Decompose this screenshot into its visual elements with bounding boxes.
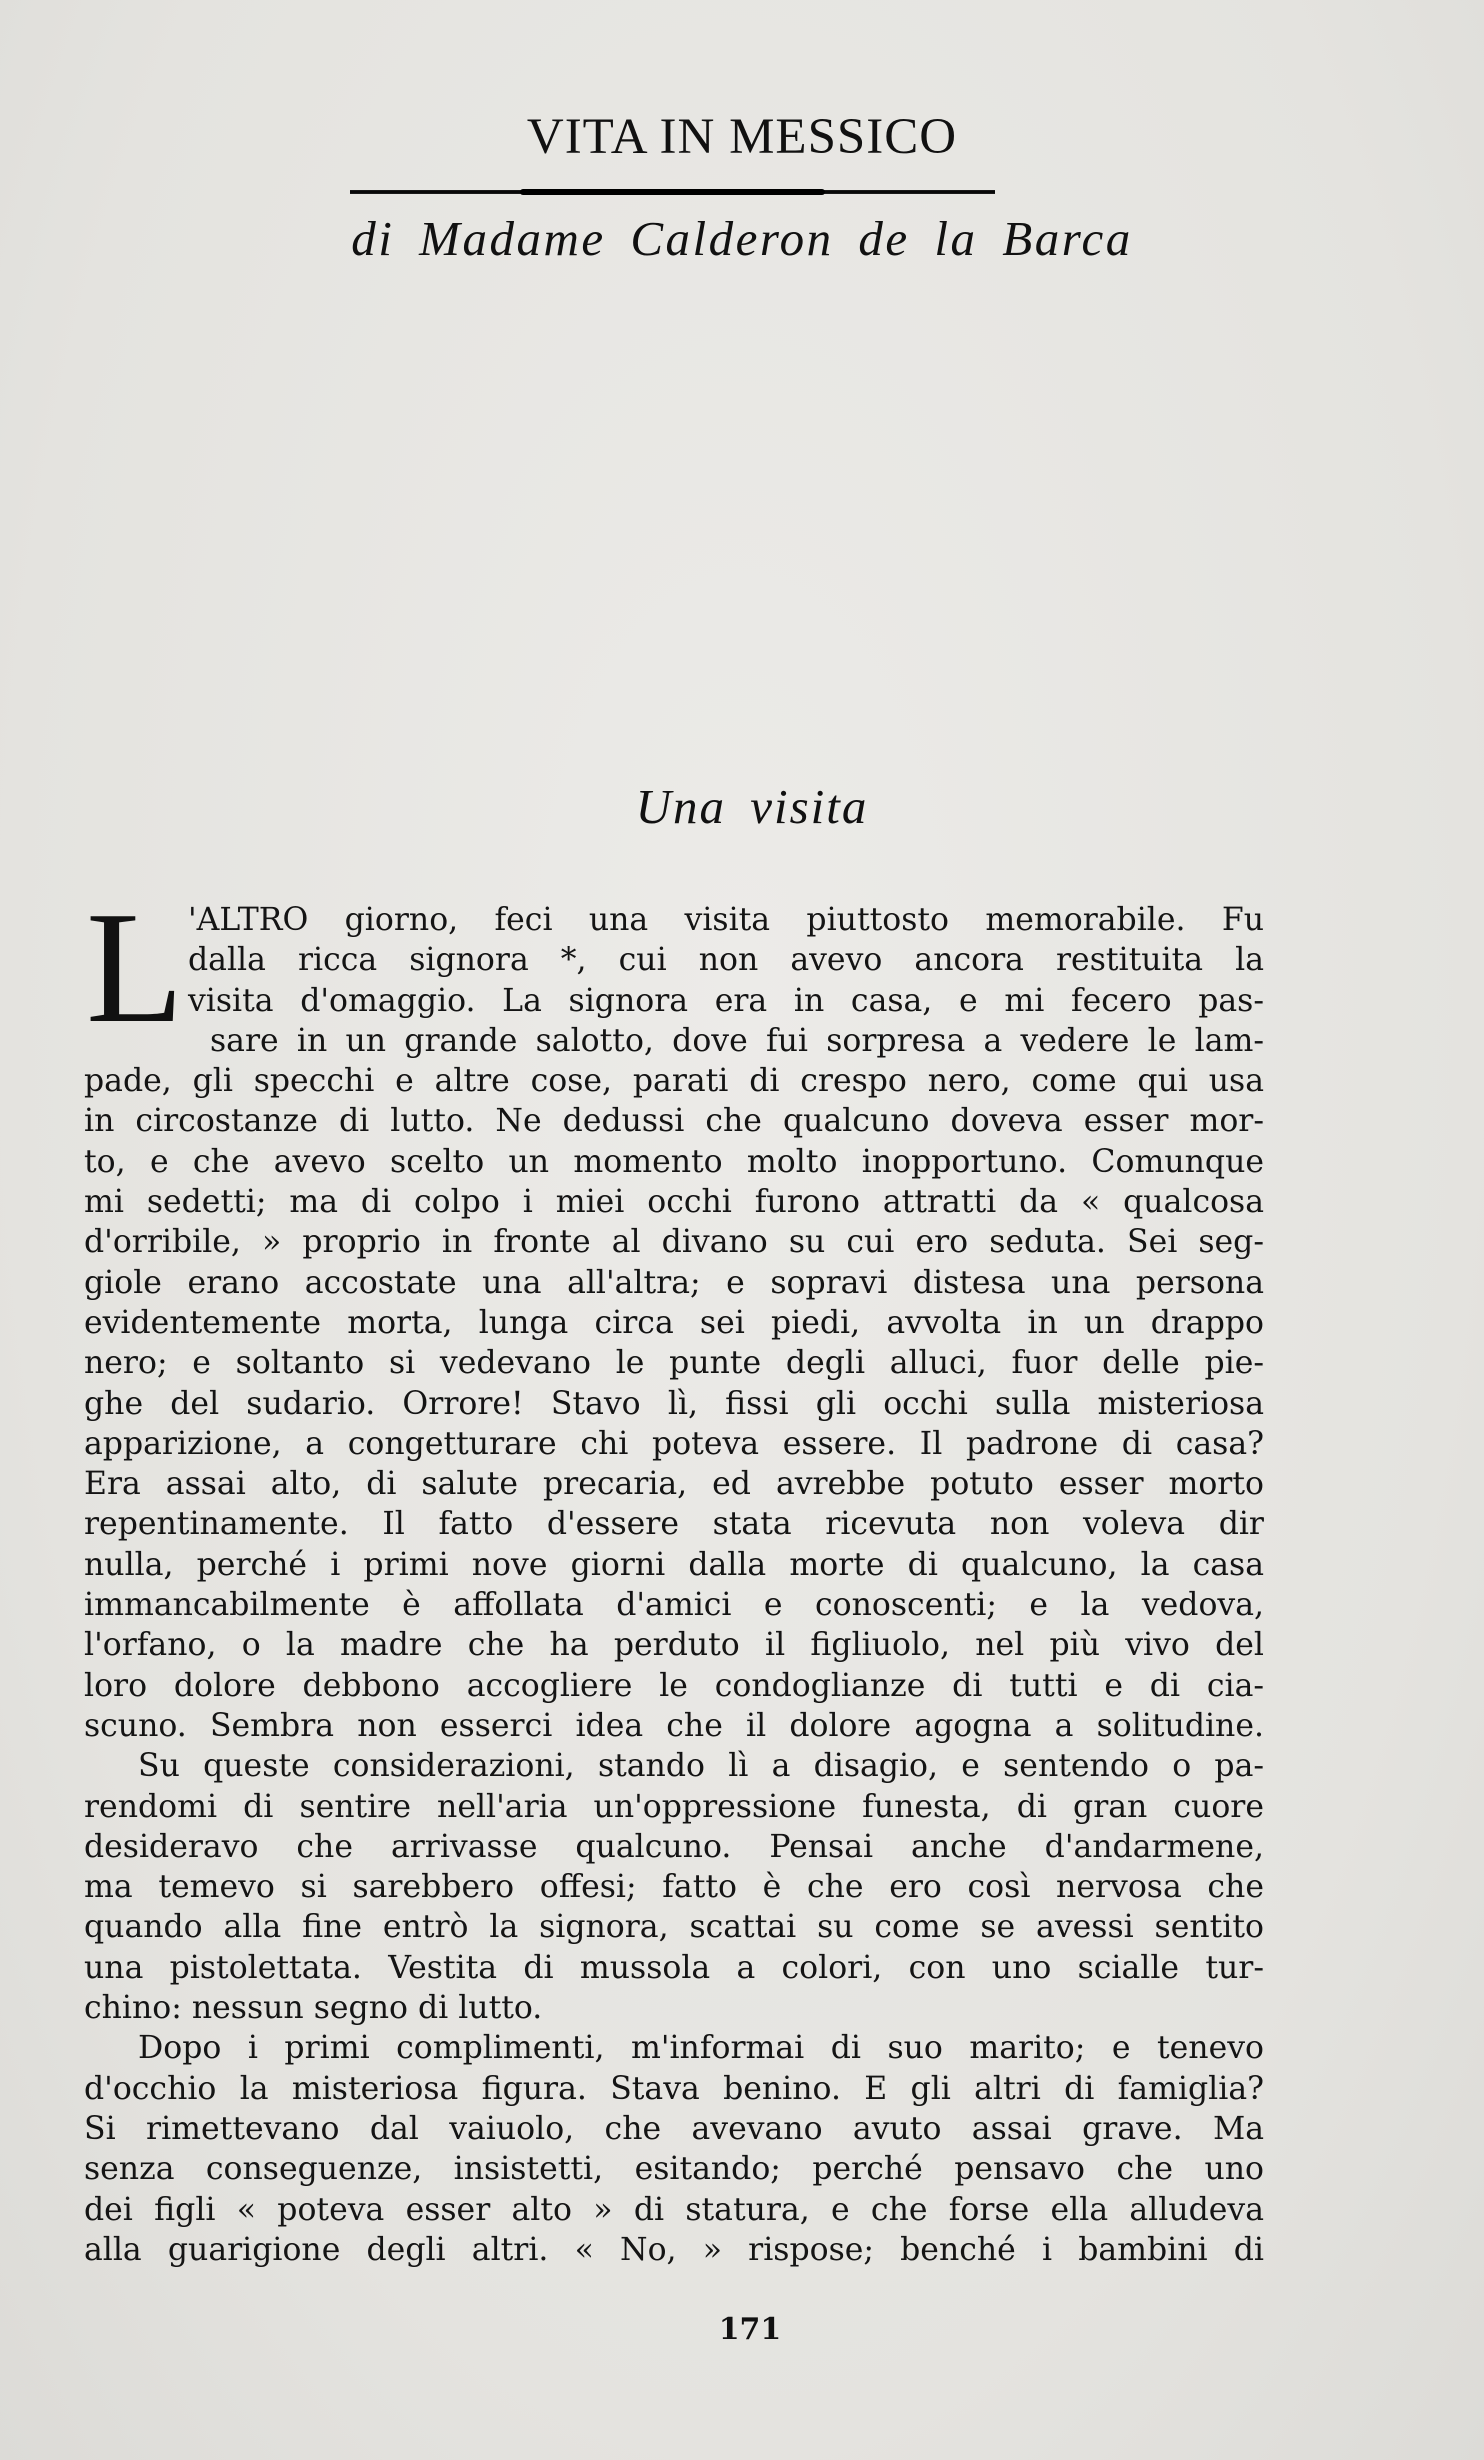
text-line: evidentemente morta, lunga circa sei piedi, avvolta in un drappo — [84, 1304, 1264, 1341]
text-line: sare in un grande salotto, dove fui sorpresa a vedere le lam- — [210, 1022, 1264, 1059]
text-line: Su queste considerazioni, stando lì a disagio, e sentendo o pa- — [138, 1748, 1264, 1785]
text-line: Si rimettevano dal vaiuolo, che avevano avuto assai grave. Ma — [84, 2110, 1264, 2147]
text-line: ghe del sudario. Orrore! Stavo lì, fissi gli occhi sulla misteriosa — [84, 1385, 1264, 1422]
text-line: 'ALTRO giorno, feci una visita piuttosto memorabile. Fu — [188, 902, 1264, 938]
text-line: desideravo che arrivasse qualcuno. Pensai anche d'andarmene, — [84, 1828, 1264, 1865]
text-line: d'orribile, » proprio in fronte al divano su cui ero seduta. Sei seg- — [84, 1224, 1264, 1261]
text-line: l'orfano, o la madre che ha perduto il figliuolo, nel più vivo del — [84, 1627, 1264, 1664]
text-line: nero; e soltanto si vedevano le punte degli alluci, fuor delle pie- — [84, 1345, 1264, 1382]
text-line: dei figli « poteva esser alto » di statura, e che forse ella alludeva — [84, 2191, 1264, 2228]
text-line: d'occhio la misteriosa figura. Stava benino. E gli altri di famiglia? — [84, 2070, 1264, 2107]
text-line: scuno. Sembra non esserci idea che il dolore agogna a solitudine. — [84, 1707, 1264, 1744]
text-line: senza conseguenze, insistetti, esitando; perché pensavo che uno — [84, 2151, 1264, 2188]
text-line: pade, gli specchi e altre cose, parati di crespo nero, come qui usa — [84, 1063, 1264, 1100]
text-line: alla guarigione degli altri. « No, » rispose; benché i bambini di — [84, 2231, 1264, 2268]
text-line: repentinamente. Il fatto d'essere stata ricevuta non voleva dir — [84, 1506, 1264, 1543]
text-line: mi sedetti; ma di colpo i miei occhi furono attratti da « qualcosa — [84, 1184, 1264, 1221]
drop-cap-initial: L — [86, 878, 184, 1056]
text-line: rendomi di sentire nell'aria un'oppressione funesta, di gran cuore — [84, 1788, 1264, 1825]
title-rule-divider — [350, 190, 995, 194]
text-line: visita d'omaggio. La signora era in casa, e mi fecero pas- — [188, 982, 1264, 1019]
running-title: VITA IN MESSICO — [526, 109, 958, 165]
text-line: quando alla fine entrò la signora, scattai su come se avessi sentito — [84, 1909, 1264, 1946]
text-line: immancabilmente è affollata d'amici e conoscenti; e la vedova, — [84, 1587, 1264, 1624]
text-line: to, e che avevo scelto un momento molto inopportuno. Comunque — [84, 1143, 1264, 1180]
text-line: Dopo i primi complimenti, m'informai di suo marito; e tenevo — [138, 2030, 1264, 2067]
text-line: nulla, perché i primi nove giorni dalla morte di qualcuno, la casa — [84, 1546, 1264, 1583]
author-byline: di Madame Calderon de la Barca — [351, 211, 1133, 266]
section-title: Una visita — [635, 779, 869, 834]
text-line: una pistolettata. Vestita di mussola a colori, con uno scialle tur- — [84, 1949, 1264, 1986]
text-line: giole erano accostate una all'altra; e sopravi distesa una persona — [84, 1264, 1264, 1301]
text-line: ma temevo si sarebbero offesi; fatto è che ero così nervosa che — [84, 1869, 1264, 1906]
page-number: 171 — [718, 2312, 782, 2347]
text-line: loro dolore debbono accogliere le condoglianze di tutti e di cia- — [84, 1667, 1264, 1704]
text-line: Era assai alto, di salute precaria, ed avrebbe potuto esser morto — [84, 1466, 1264, 1503]
text-line: dalla ricca signora *, cui non avevo ancora restituita la — [188, 942, 1264, 979]
text-line: apparizione, a congetturare chi poteva essere. Il padrone di casa? — [84, 1425, 1264, 1462]
text-line: chino: nessun segno di lutto. — [84, 1990, 543, 2027]
body-text — [84, 900, 1264, 2270]
text-line: in circostanze di lutto. Ne dedussi che qualcuno doveva esser mor- — [84, 1103, 1264, 1140]
